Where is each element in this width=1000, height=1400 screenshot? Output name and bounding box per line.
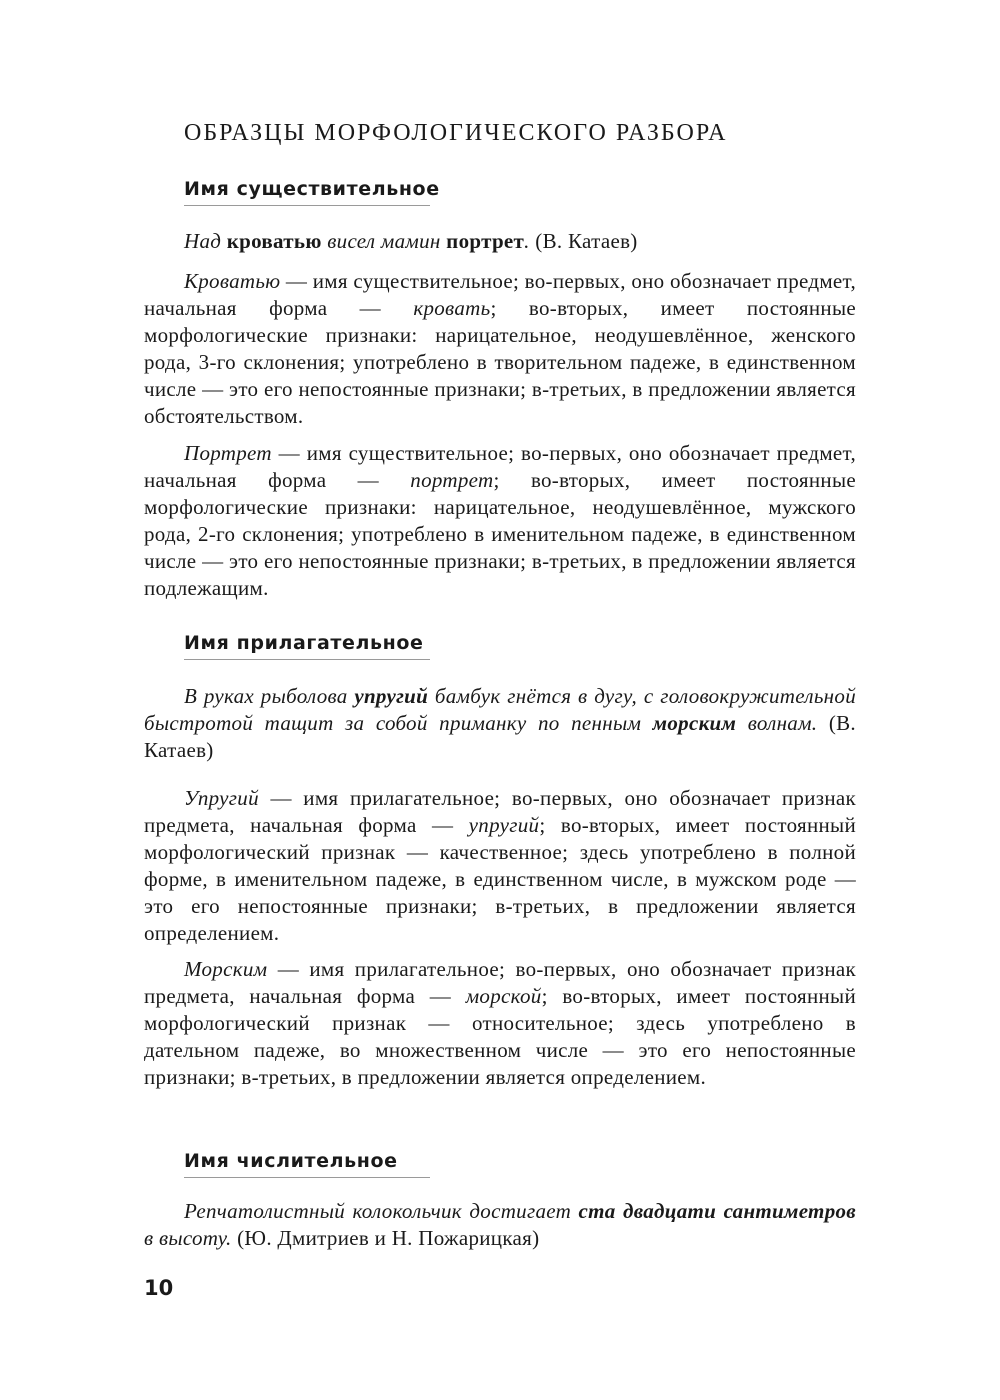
example-text: . (524, 229, 530, 253)
example-source: (В. Катаев) (529, 229, 638, 253)
page-number: 10 (144, 1276, 174, 1300)
analysis-text: — имя существительное; во-первых, оно обозначает предмет, начальная форма — (144, 441, 856, 492)
example-text: Над (184, 229, 227, 253)
example-text: Репчатолистный колокольчик достигает (184, 1199, 579, 1223)
example-highlight-word: морским (652, 711, 737, 735)
initial-form: упругий (468, 813, 540, 837)
analysis-paragraph-uprugiy (144, 785, 856, 947)
example-sentence-adjective (144, 683, 856, 764)
example-text: бамбук гнётся в дугу, с головокружительной быстротой тащит за собой приманку по пенным (144, 684, 856, 735)
example-highlight-word: ста двадцати сантиметров (578, 1199, 856, 1223)
analysis-word: Морским (184, 957, 268, 981)
initial-form: морской (465, 984, 542, 1008)
analysis-text: — имя существительное; во-первых, оно обозначает предмет, начальная форма — (144, 269, 856, 320)
analysis-word: Портрет (184, 441, 272, 465)
analysis-text: ; во-вторых, имеет постоянный морфологический признак — относительное; здесь употреблено в дательном падеже, во множественном числе — это его непостоянные признаки; в-третьих, в предложении является определением. (144, 984, 856, 1089)
example-source: (Ю. Дмитриев и Н. Пожарицкая) (231, 1226, 540, 1250)
example-text: висел мамин (321, 229, 447, 253)
analysis-paragraph-morskim (144, 956, 856, 1091)
initial-form: кровать (413, 296, 491, 320)
example-text: в высоту. (144, 1226, 232, 1250)
example-highlight-word: упругий (354, 684, 429, 708)
example-sentence-noun (144, 228, 856, 255)
analysis-paragraph-portret (144, 440, 856, 602)
section-heading-noun: Имя существительное (184, 178, 430, 206)
analysis-paragraph-krovatyu (144, 268, 856, 430)
section-heading-adjective: Имя прилагательное (184, 632, 430, 660)
example-text: волнам. (736, 711, 818, 735)
analysis-text: ; во-вторых, имеет постоянный морфологический признак — качественное; здесь употреблено в полной форме, в именительном падеже, в единственном числе, в мужском роде — это его непостоянные признаки; в-третьих, в предложении является определением. (144, 813, 856, 945)
initial-form: портрет (410, 468, 494, 492)
page-title: ОБРАЗЦЫ МОРФОЛОГИЧЕСКОГО РАЗБОРА (184, 120, 728, 146)
analysis-text: — имя прилагательное; во-первых, оно обозначает признак предмета, начальная форма — (144, 786, 856, 837)
example-source: (В. Катаев) (144, 711, 856, 762)
section-heading-numeral: Имя числительное (184, 1150, 430, 1178)
example-text: В руках рыболова (184, 684, 355, 708)
analysis-word: Упругий (184, 786, 259, 810)
analysis-word: Кроватью (184, 269, 281, 293)
example-highlight-word: кроватью (226, 229, 322, 253)
analysis-text: — имя прилагательное; во-первых, оно обозначает признак предмета, начальная форма — (144, 957, 856, 1008)
analysis-text: ; во-вторых, имеет постоянные морфологические признаки: нарицательное, неодушевлённое, мужского рода, 2-го склонения; употреблено в именительном падеже, в единственном числе — это его непостоянные признаки; в-третьих, в предложении является подлежащим. (144, 468, 856, 600)
analysis-text: ; во-вторых, имеет постоянные морфологические признаки: нарицательное, неодушевлённое, женского рода, 3-го склонения; употреблено в творительном падеже, в единственном числе — это его непостоянные признаки; в-третьих, в предложении является обстоятельством. (144, 296, 857, 428)
example-sentence-numeral (144, 1198, 856, 1252)
example-highlight-word: портрет (446, 229, 525, 253)
